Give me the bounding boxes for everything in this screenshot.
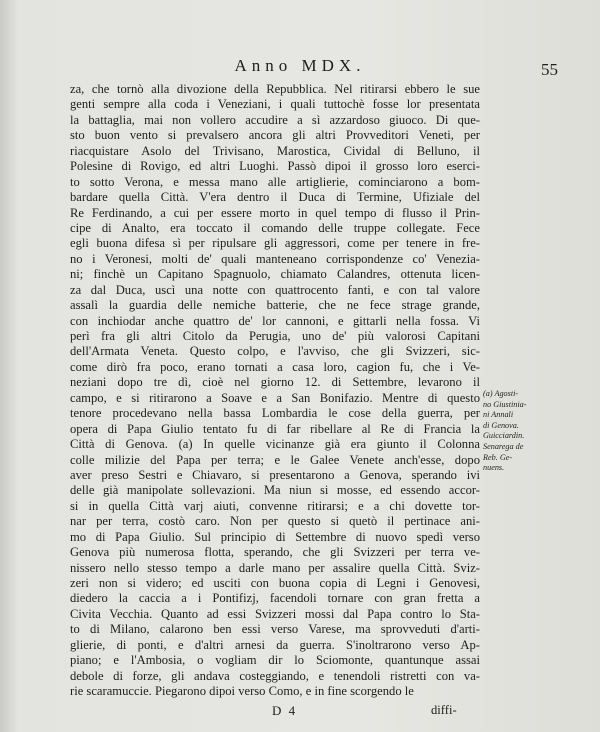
catchword: diffi- [431,703,457,717]
text-line: bardare quella Città. V'era dentro il Duca di Termine, Ufiziale del [70,190,480,205]
text-line: mo di Papa Giulio. Sul principio di Settembre di nuovo spedì verso [70,529,480,544]
text-line: rie scaramuccie. Piegarono dipoi verso Como, e in fine scorgendo le [70,684,414,699]
text-line: opera di Papa Giulio tentato fu di far ribellare al Re di Francia la [70,421,480,436]
text-line: perì fra gli altri Citolo da Perugia, uno de' più valorosi Capitani [70,329,480,343]
text-line: Genova più numerosa flotta, sperando, che gli Svizzeri per terra ve- [70,545,480,560]
marginal-note [483,389,545,474]
running-title: Anno MDX. [234,56,366,75]
text-line: nar per terra, costò caro. Non per questo si quetò il pertinace ani- [70,514,480,529]
text-line: aver preso Sestri e Chiavaro, si presentarono a Genova, sperando ivi [70,467,480,482]
marginal-note-line: nuens. [483,463,505,473]
marginal-note-line: Senarega de [483,441,524,451]
text-line: za, che tornò alla divozione della Repubblica. Nel ritirarsi ebbero le sue [70,82,480,96]
text-line: campo, e si ritirarono a Soave e a San Bonifazio. Mentre di questo [70,390,480,405]
marginal-note-line: ni Annali [483,410,514,420]
marginal-note-line: (a) Agosti- [483,389,519,398]
text-line: egli buona difesa sì per ripulsare gli aggressori, come per tenere in fre- [70,236,480,251]
text-line: glierie, di ponti, e d'altri arnesi da guerra. S'inoltrarono verso Ap- [70,637,480,652]
text-line: piano; e l'Ambosia, o vogliam dir lo Sciomonte, quantunque assai [70,653,480,668]
marginal-note-line: no Giustinia- [483,399,527,409]
text-line: ni; finchè un Capitano Spagnuolo, chiamato Calandres, ottenuta licen- [70,267,480,282]
text-line: la battaglia, mai non vollero accudire a sì azzardoso giuoco. Di que- [70,112,480,127]
text-line: assalì la guardia delle nemiche batterie, che ne fece strage grande, [70,298,480,313]
text-line: Civita Vecchia. Quanto ad essi Svizzeri mossi dal Papa contro lo Sta- [70,606,480,621]
text-line: to di Milano, calarono ben essi verso Varese, ma sprovveduti d'arti- [70,622,480,637]
text-line: cipe di Analto, era toccato il comando delle truppe collegate. Fece [70,220,480,235]
text-line: delle già manipolate sollevazioni. Ma niun si mosse, ed essendo accor- [70,483,480,498]
text-line: riacquistare Asolo del Trivisano, Marostica, Cividal di Belluno, il [70,143,480,158]
text-line: colle milizie del Papa per terra; e le Galee Venete anch'esse, dopo [70,452,480,467]
text-line: sto buon vento si prevalsero ancora gli altri Provveditori Veneti, per [70,128,480,143]
text-line: no i Veronesi, molti de' quali manteneano corrispondenze co' Venezia- [70,251,480,266]
text-line: dell'Armata Veneta. Questo colpo, e l'avviso, che gli Svizzeri, sic- [70,344,480,359]
text-line: si in quella Città varj aiuti, convenne ritirarsi; e a chi dovette tor- [70,498,480,513]
marginal-note-line: di Genova. [483,420,519,430]
text-line: diedero la caccia a i Pontifizj, facendoli tornare con gran fretta a [70,591,480,606]
text-line: Re Ferdinando, a cui per essere morto in quel tempo di flusso il Prin- [70,205,480,220]
marginal-note-line: Guicciardin. [483,431,525,441]
text-line: con inchiodar anche quattro de' lor cannoni, e gittarli nella fossa. Vi [70,313,480,328]
text-line: tenore procedevano nella bassa Lombardia le cose della guerra, per [70,406,480,421]
text-line: neziani dopo tre dì, cioè nel giorno 12. di Settembre, levarono il [70,375,480,390]
text-line: genti sempre alla coda i Veneziani, i quali tuttochè fosse lor presentata [70,97,480,112]
text-line: za dal Duca, uscì una notte con quattrocento fanti, e con tal valore [70,282,480,297]
text-line: nissero nello stesso tempo a darle mano per assalire quella Città. Sviz- [70,560,480,575]
text-line: to sotto Verona, e messa mano alle artiglierie, cominciarono a bom- [70,174,480,189]
text-line: debole di forze, gli andava costeggiando, e tenendoli ristretti con va- [70,668,480,683]
marginal-note-line: Reb. Ge- [483,452,513,462]
page-number: 55 [541,60,558,79]
text-line: Polesine di Rovigo, ed altri Luoghi. Passò dipoi il grosso loro eserci- [70,159,480,174]
main-text-block [70,82,480,700]
text-line: zeri non si videro; ed usciti con buona copia di Legni i Genovesi, [70,576,480,590]
signature-mark: D 4 [272,703,298,718]
text-line: Città di Genova. (a) In quelle vicinanze già era giunto il Colonna [70,437,480,452]
text-line: come dirò fra poco, erano tornati a casa loro, cagion fu, che i Ve- [70,359,480,374]
